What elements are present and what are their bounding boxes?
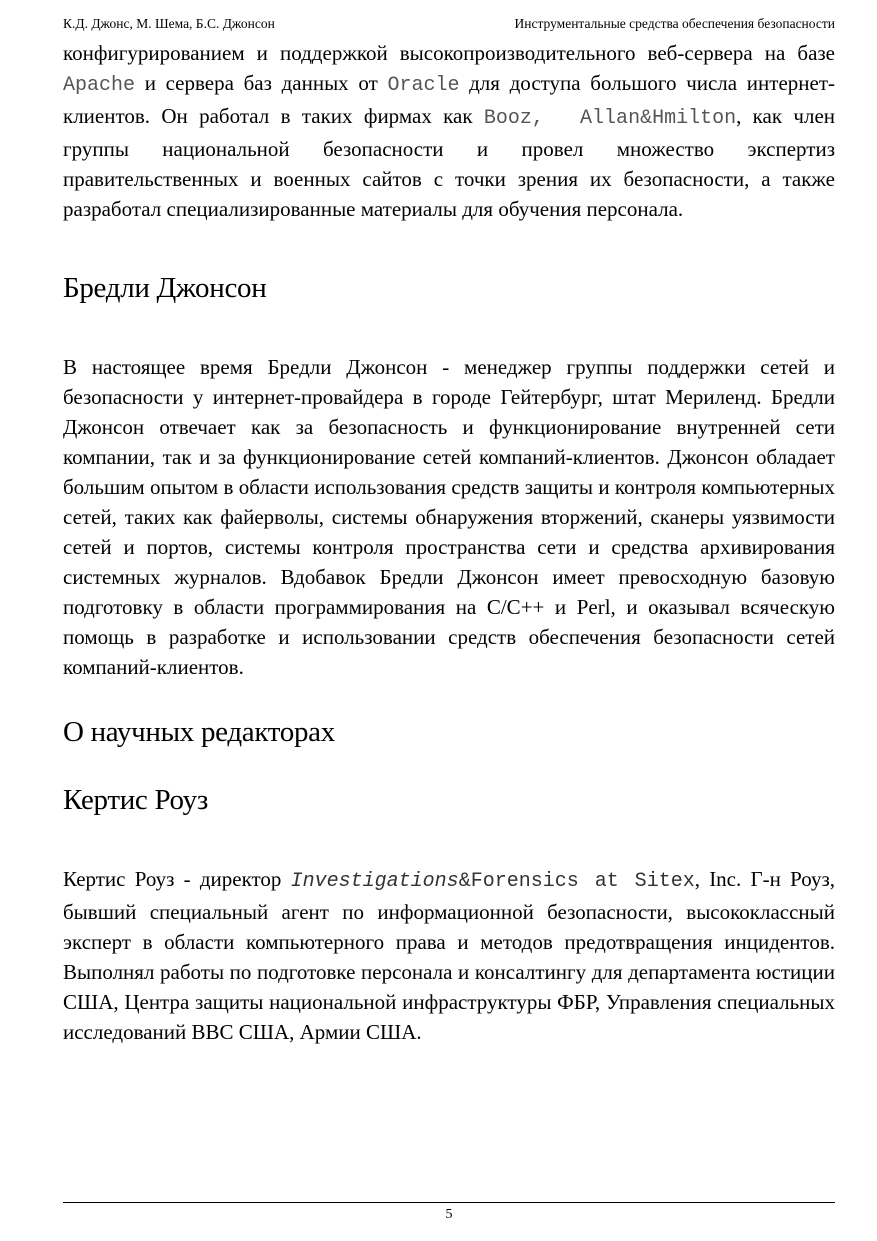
header-book-title: Инструментальные средства обеспечения безопасности [514, 16, 835, 31]
page-body [63, 38, 835, 1047]
heading-curtis-rose: Кертис Роуз [63, 784, 208, 816]
page-number: 5 [445, 1207, 453, 1222]
intro-text-2: и сервера баз данных от [135, 71, 388, 95]
apache-term: Apache [63, 74, 136, 97]
heading-about-editors: О научных редакторах [63, 716, 335, 748]
bradley-paragraph: В настоящее время Бредли Джонсон - менеджер группы поддержки сетей и безопасности у интернет-провайдера в городе Гейтербург, штат Мериленд. Бредли Джонсон отвечает как за безопасность и функционирование внутренней сети компании, так и за функционирование сетей компаний-клиентов. Джонсон обладает большим опытом в области использования средств защиты и контроля компьютерных сетей, таких как файерволы, системы обнаружения вторжений, сканеры уязвимости сетей и портов, системы контроля пространства сети и средства архивирования системных журналов. Вдобавок Бредли Джонсон имеет превосходную базовую подготовку в области программирования на C/C++ и Perl, и оказывал всяческую помощь в разработке и использовании средств обеспечения безопасности сетей компаний-клиентов. [63, 355, 835, 679]
intro-text-3: для доступа большого числа интернет-клиентов. Он работал в таких фирмах как [63, 71, 835, 128]
intro-text-4: , как член группы национальной безопасности и провел множество экспертиз правительственных и военных сайтов с точки зрения их безопасности, а также разработал специализированные материалы для обучения персонала. [63, 104, 836, 221]
header-authors: К.Д. Джонс, М. Шема, Б.С. Джонсон [63, 16, 275, 31]
curtis-text-2: , Inc. Г-н Роуз, бывший специальный агент по информационной безопасности, высококлассный эксперт в области компьютерного права и методов предотвращения инцидентов. Выполнял работы по подготовке персонала и консалтингу для департамента юстиции США, Центра защиты национальной инфраструктуры ФБР, Управления специальных исследований ВВС США, Армии США. [63, 867, 835, 1044]
running-header [63, 15, 835, 33]
intro-text-1: конфигурированием и поддержкой высокопроизводительного веб-сервера на базе [63, 41, 835, 65]
heading-bradley-johnson: Бредли Джонсон [63, 272, 267, 304]
intro-paragraph [63, 38, 835, 224]
footer-divider [63, 1202, 835, 1203]
curtis-paragraph [63, 864, 835, 1047]
oracle-term: Oracle [387, 74, 460, 97]
forensics-term: &Forensics at Sitex [458, 870, 695, 893]
investigations-term: Investigations [290, 870, 459, 893]
booz-allan-term: Booz, Allan&Hmilton [483, 107, 737, 130]
curtis-text-1: Кертис Роуз - директор [63, 867, 291, 891]
